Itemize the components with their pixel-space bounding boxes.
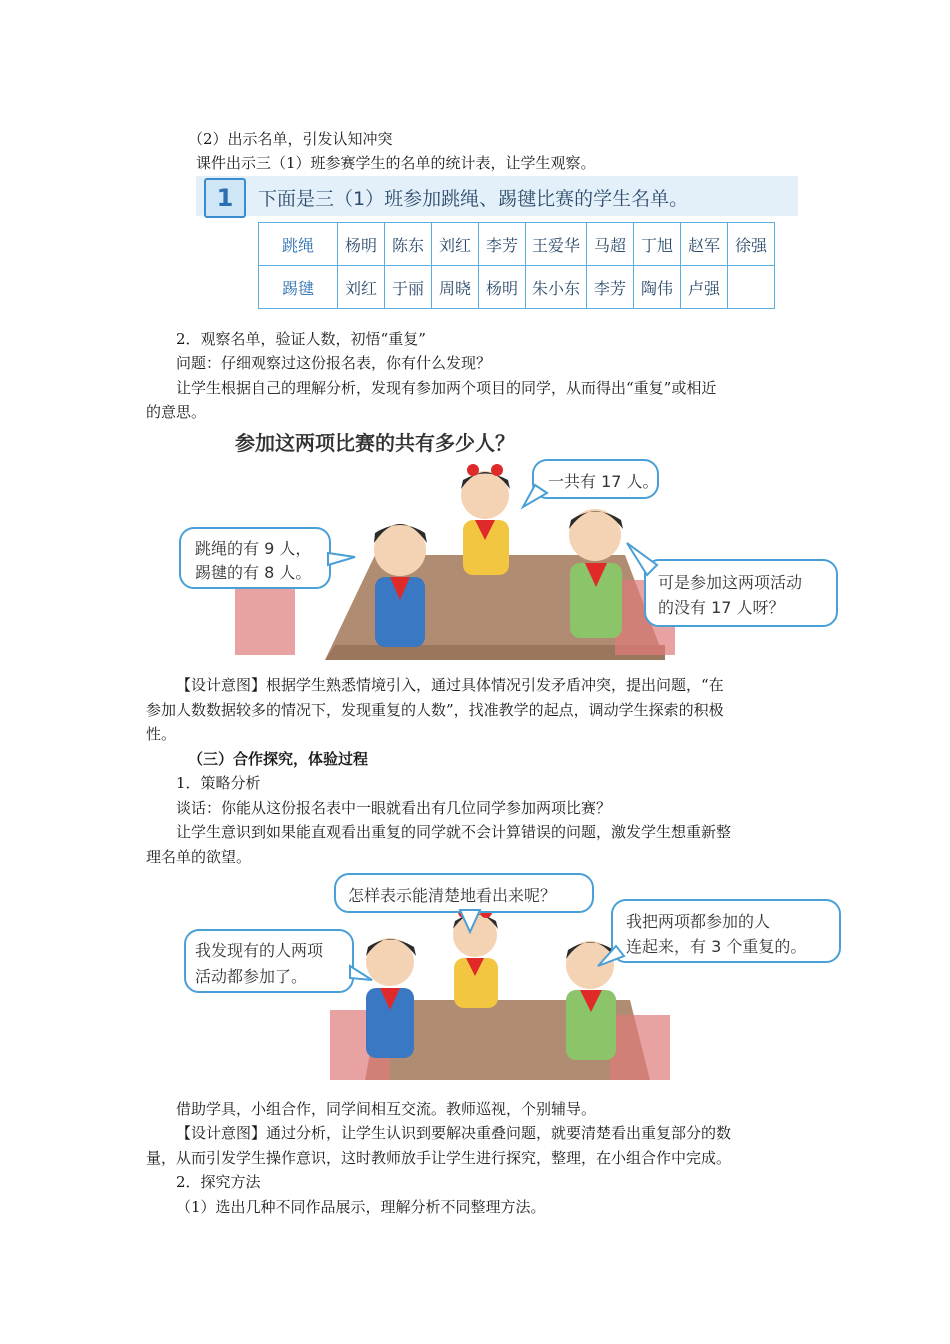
table-cell: 李芳 bbox=[587, 266, 634, 309]
table-row-shuttlecock bbox=[259, 266, 775, 309]
table-cell: 于丽 bbox=[385, 266, 432, 309]
paragraph-line: 的意思。 bbox=[146, 403, 207, 421]
table-cell: 杨明 bbox=[338, 223, 385, 266]
design-intent-line: 【设计意图】根据学生熟悉情境引入，通过具体情况引发矛盾冲突，提出问题，“在 bbox=[176, 676, 724, 694]
bubble-text-right-2: 的没有 17 人呀？ bbox=[658, 598, 785, 617]
table-row-jump-rope bbox=[259, 223, 775, 266]
table-cell: 王爱华 bbox=[526, 223, 587, 266]
bubble-text-left-1: 跳绳的有 9 人， bbox=[195, 539, 312, 558]
example-header bbox=[196, 176, 798, 216]
paragraph-courseware: 课件出示三（1）班参赛学生的名单的统计表，让学生观察。 bbox=[196, 154, 596, 172]
illustration-three-students-1 bbox=[175, 425, 840, 660]
table-cell: 朱小东 bbox=[526, 266, 587, 309]
bubble-text-left-1: 我发现有的人两项 bbox=[195, 941, 324, 960]
bubble-text-right-2: 连起来，有 3 个重复的。 bbox=[626, 937, 807, 956]
table-cell: 刘红 bbox=[338, 266, 385, 309]
table-cell: 杨明 bbox=[479, 266, 526, 309]
paragraph-select-works: （1）选出几种不同作品展示，理解分析不同整理方法。 bbox=[176, 1198, 546, 1216]
example-number-badge: 1 bbox=[204, 178, 246, 218]
section-heading-observe: 2．观察名单，验证人数，初悟“重复” bbox=[176, 330, 426, 348]
design-intent-line: 【设计意图】通过分析，让学生认识到要解决重叠问题，就要清楚看出重复部分的数 bbox=[176, 1124, 732, 1142]
subheading-strategy: 1．策略分析 bbox=[176, 774, 261, 792]
paragraph-line: 让学生意识到如果能直观看出重复的同学就不会计算错误的问题，激发学生想重新整 bbox=[176, 823, 732, 841]
bubble-text-top: 一共有 17 人。 bbox=[548, 472, 659, 491]
bubble-text-left-2: 踢毽的有 8 人。 bbox=[195, 563, 312, 582]
table-cell: 卢强 bbox=[681, 266, 728, 309]
table-cell: 陶伟 bbox=[634, 266, 681, 309]
illustration-three-students-2 bbox=[180, 870, 845, 1080]
design-intent-line: 量，从而引发学生操作意识，这时教师放手让学生进行探究，整理，在小组合作中完成。 bbox=[146, 1149, 732, 1167]
names-table bbox=[258, 222, 775, 309]
table-cell: 马超 bbox=[587, 223, 634, 266]
bubble-text-left-2: 活动都参加了。 bbox=[195, 967, 308, 986]
table-cell: 赵军 bbox=[681, 223, 728, 266]
table-cell: 徐强 bbox=[728, 223, 775, 266]
table-cell bbox=[728, 266, 775, 309]
table-cell: 刘红 bbox=[432, 223, 479, 266]
figure-question: 参加这两项比赛的共有多少人？ bbox=[235, 431, 515, 455]
design-intent-line: 参加人数数据较多的情况下，发现重复的人数”，找准教学的起点，调动学生探索的积极 bbox=[146, 701, 724, 719]
table-row-label: 踢毽 bbox=[259, 266, 338, 309]
example-title: 下面是三（1）班参加跳绳、踢毽比赛的学生名单。 bbox=[258, 188, 689, 210]
paragraph-cooperation: 借助学具，小组合作，同学间相互交流。教师巡视，个别辅导。 bbox=[176, 1100, 597, 1118]
table-cell: 陈东 bbox=[385, 223, 432, 266]
section-heading-cooperate: （三）合作探究，体验过程 bbox=[188, 750, 369, 768]
bubble-text-right-1: 可是参加这两项活动 bbox=[658, 573, 803, 592]
table-cell: 丁旭 bbox=[634, 223, 681, 266]
table-row-label: 跳绳 bbox=[259, 223, 338, 266]
subheading-method: 2．探究方法 bbox=[176, 1173, 261, 1191]
question-text: 问题：仔细观察过这份报名表，你有什么发现？ bbox=[176, 354, 492, 372]
talk-text: 谈话：你能从这份报名表中一眼就看出有几位同学参加两项比赛？ bbox=[176, 799, 612, 817]
paragraph-line: 让学生根据自己的理解分析，发现有参加两个项目的同学，从而得出“重复”或相近 bbox=[176, 379, 717, 397]
bubble-text-right-1: 我把两项都参加的人 bbox=[626, 912, 771, 931]
subheading-show-list: （2）出示名单，引发认知冲突 bbox=[188, 130, 393, 148]
table-cell: 李芳 bbox=[479, 223, 526, 266]
paragraph-line: 理名单的欲望。 bbox=[146, 848, 252, 866]
bubble-text-top: 怎样表示能清楚地看出来呢？ bbox=[348, 886, 557, 905]
table-cell: 周晓 bbox=[432, 266, 479, 309]
design-intent-line: 性。 bbox=[146, 725, 177, 743]
